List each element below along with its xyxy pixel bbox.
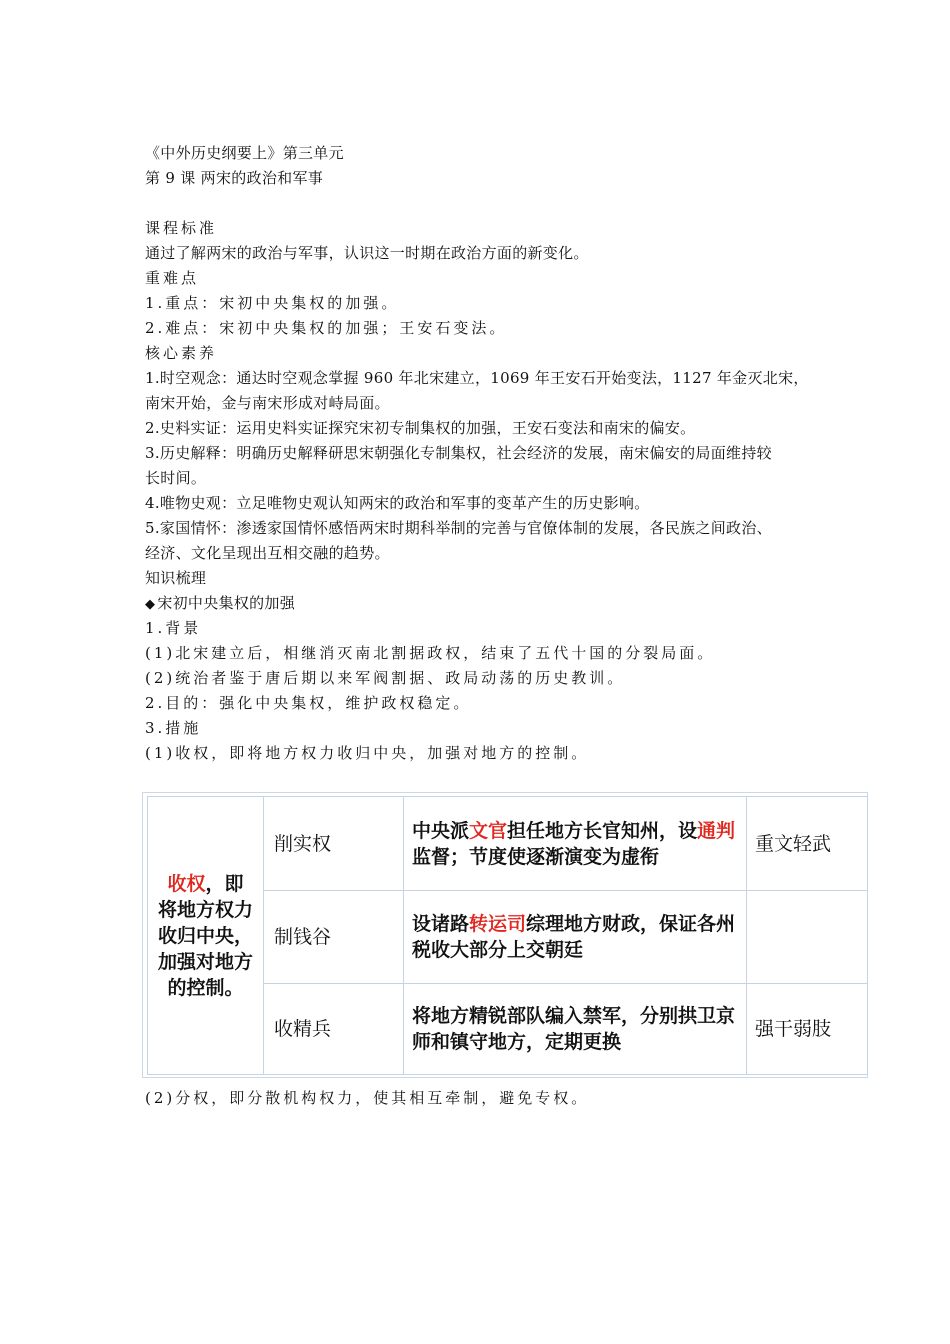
key-points-heading: 重难点 — [145, 269, 200, 287]
table-desc-cell — [404, 891, 747, 984]
literacy-line-4: 3.历史解释：明确历史解释研思宋朝强化专制集权，社会经济的发展，南宋偏安的局面维持较 — [145, 444, 772, 462]
lesson-title: 第 9 课 两宋的政治和军事 — [145, 169, 324, 187]
desc-text: 担任地方长官知州，设 — [507, 819, 698, 842]
measures-heading: 3.措施 — [145, 719, 202, 737]
left-cell-text: ，即将地方权力收归中央，加强对地方的控制。 — [158, 872, 254, 999]
standard-text: 通过了解两宋的政治与军事，认识这一时期在政治方面的新变化。 — [145, 244, 589, 262]
standard-heading: 课程标准 — [145, 219, 218, 237]
background-2: (2)统治者鉴于唐后期以来军阀割据、政局动荡的历史教训。 — [145, 669, 626, 687]
table-item-cell: 收精兵 — [264, 984, 404, 1075]
literacy-line-7: 5.家国情怀：渗透家国情怀感悟两宋时期科举制的完善与官僚体制的发展，各民族之间政治、 — [145, 519, 772, 537]
table-note-cell: 强干弱肢 — [747, 984, 868, 1075]
table-note-cell — [747, 891, 868, 984]
key-point-2: 2.难点：宋初中央集权的加强；王安石变法。 — [145, 319, 508, 337]
measures-table-frame — [142, 792, 868, 1078]
literacy-line-2: 南宋开始，金与南宋形成对峙局面。 — [145, 394, 390, 412]
key-point-1: 1.重点：宋初中央集权的加强。 — [145, 294, 400, 312]
measures-table — [147, 796, 868, 1075]
table-desc-cell: 将地方精锐部队编入禁军，分别拱卫京师和镇守地方，定期更换 — [404, 984, 747, 1075]
desc-text: 监督；节度使逐渐演变为虚衔 — [412, 845, 660, 868]
desc-text: 中央派 — [412, 819, 470, 842]
measure-1: (1)收权，即将地方权力收归中央，加强对地方的控制。 — [145, 744, 590, 762]
table-row — [148, 797, 868, 891]
literacy-line-6: 4.唯物史观：立足唯物史观认知两宋的政治和军事的变革产生的历史影响。 — [145, 494, 650, 512]
desc-highlight: 通判 — [697, 819, 736, 842]
table-desc-cell — [404, 797, 747, 891]
diamond-icon: ◆ — [145, 597, 156, 612]
measure-2: (2)分权，即分散机构权力，使其相互牵制，避免专权。 — [145, 1089, 590, 1107]
literacy-line-1: 1.时空观念：通达时空观念掌握 960 年北宋建立，1069 年王安石开始变法，1127 年金灭北宋， — [145, 369, 809, 387]
goal-text: 2.目的：强化中央集权，维护政权稳定。 — [145, 694, 472, 712]
literacy-heading: 核心素养 — [145, 344, 218, 362]
desc-text: 设诸路 — [412, 913, 470, 935]
section-title-text: 宋初中央集权的加强 — [157, 594, 296, 612]
desc-highlight: 文官 — [469, 819, 508, 842]
knowledge-heading: 知识梳理 — [145, 569, 207, 587]
book-title: 《中外历史纲要上》第三单元 — [145, 144, 344, 162]
table-note-cell: 重文轻武 — [747, 797, 868, 891]
literacy-line-8: 经济、文化呈现出互相交融的趋势。 — [145, 544, 390, 562]
literacy-line-5: 长时间。 — [145, 469, 207, 487]
desc-text: 综理地方财政，保证各州税收大部分上交朝廷 — [412, 913, 736, 961]
table-left-cell — [148, 797, 264, 1075]
background-heading: 1.背景 — [145, 619, 202, 637]
left-cell-highlight: 收权 — [167, 872, 206, 895]
table-item-cell: 制钱谷 — [264, 891, 404, 984]
desc-highlight: 转运司 — [469, 913, 527, 935]
section-title — [145, 591, 295, 617]
table-item-cell: 削实权 — [264, 797, 404, 891]
literacy-line-3: 2.史料实证：运用史料实证探究宋初专制集权的加强，王安石变法和南宋的偏安。 — [145, 419, 696, 437]
background-1: (1)北宋建立后，相继消灭南北割据政权，结束了五代十国的分裂局面。 — [145, 644, 716, 662]
